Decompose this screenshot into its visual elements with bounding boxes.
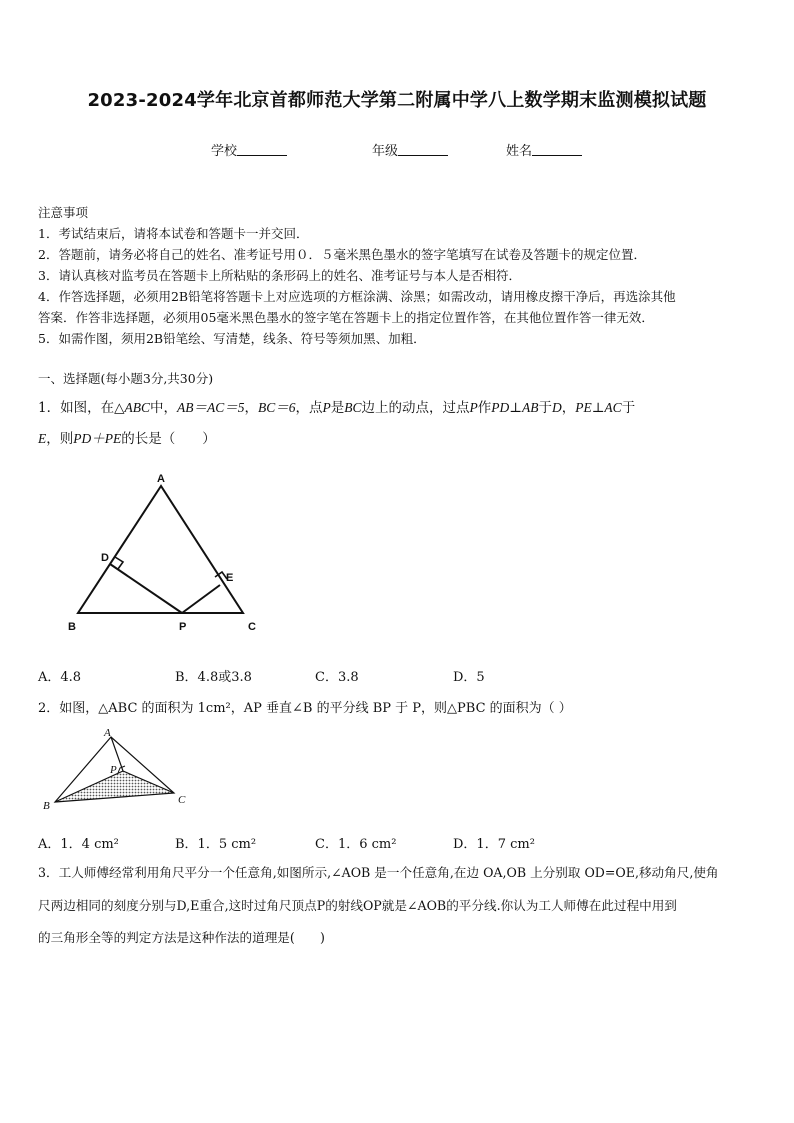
school-label: 学校: [211, 144, 238, 159]
q3-stem-line2: 尺两边相同的刻度分别与D,E重合,这时过角尺顶点P的射线OP就是∠AOB的平分线.你认为工人师傅在此过程中用到: [38, 898, 677, 913]
label-p: P: [179, 621, 187, 633]
q3-stem-line3: 的三角形全等的判定方法是这种作法的道理是( ): [38, 930, 325, 945]
label-d: D: [101, 552, 109, 564]
notice-item: 3．请认真核对监考员在答题卡上所粘贴的条形码上的姓名、准考证号与本人是否相符．: [38, 268, 521, 283]
q2-stem: 2．如图，△ABC 的面积为 1cm²，AP 垂直∠B 的平分线 BP 于 P，则△PBC 的面积为（ ）: [38, 701, 572, 716]
notice-item: 5．如需作图，须用2B铅笔绘、写清楚，线条、符号等须加黑、加粗．: [38, 331, 426, 346]
label-a: A: [157, 473, 165, 485]
segment-pe: [182, 585, 220, 613]
q2-option-c[interactable]: C．1．6 cm²: [315, 837, 397, 852]
name-blank: [532, 143, 582, 156]
name-field: [506, 140, 582, 159]
q1-stem-line2: E，则PD＋PE的长是（ ）: [38, 431, 216, 447]
notice-item: 2．答题前，请务必将自己的姓名、准考证号用０．５毫米黑色墨水的签字笔填写在试卷及答题卡的规定位置．: [38, 247, 646, 262]
label-p: P: [110, 764, 117, 776]
segment-pd: [110, 564, 182, 613]
q2-option-b[interactable]: B．1．5 cm²: [175, 837, 257, 852]
grade-label: 年级: [372, 144, 399, 159]
label-b: B: [43, 800, 50, 812]
notice-item: 答案．作答非选择题，必须用05毫米黑色墨水的签字笔在答题卡上的指定位置作答，在其他位置作答一律无效．: [38, 310, 654, 325]
label-c: C: [248, 621, 256, 633]
notice-heading: 注意事项: [38, 205, 89, 220]
q1-option-a[interactable]: A．4.8: [38, 670, 82, 685]
section-heading: 一、选择题(每小题3分,共30分): [38, 371, 214, 386]
label-e: E: [226, 572, 234, 584]
q1-stem-line1: 1．如图，在△ABC中，AB＝AC＝5，BC＝6，点P是BC边上的动点，过点P作PD⊥AB于D，PE⊥AC于: [38, 400, 636, 416]
label-c: C: [178, 794, 186, 806]
q1-option-b[interactable]: B．4.8或3.8: [175, 670, 252, 685]
notice-item: 4．作答选择题，必须用2B铅笔将答题卡上对应选项的方框涂满、涂黑；如需改动，请用橡皮擦干净后，再选涂其他: [38, 289, 676, 304]
label-a: A: [104, 727, 111, 739]
page-title: 2023-2024学年北京首都师范大学第二附属中学八上数学期末监测模拟试题: [87, 90, 707, 111]
q1-option-d[interactable]: D．5: [453, 670, 485, 685]
triangle-abc: [78, 486, 243, 613]
q1-option-c[interactable]: C．3.8: [315, 670, 359, 685]
school-field: [211, 140, 287, 159]
q2-option-a[interactable]: A．1．4 cm²: [38, 837, 119, 852]
name-label: 姓名: [506, 144, 533, 159]
q3-stem-line1: 3．工人师傅经常利用角尺平分一个任意角,如图所示,∠AOB 是一个任意角,在边 OA,OB 上分别取 OD=OE,移动角尺,使角: [38, 865, 719, 880]
grade-field: [372, 140, 448, 159]
q1-triangle-figure: [60, 468, 260, 638]
school-blank: [237, 143, 287, 156]
q2-triangle-figure: [38, 725, 198, 815]
label-b: B: [68, 621, 76, 633]
q2-option-d[interactable]: D．1．7 cm²: [453, 837, 535, 852]
notice-item: 1．考试结束后，请将本试卷和答题卡一并交回．: [38, 226, 309, 241]
grade-blank: [398, 143, 448, 156]
